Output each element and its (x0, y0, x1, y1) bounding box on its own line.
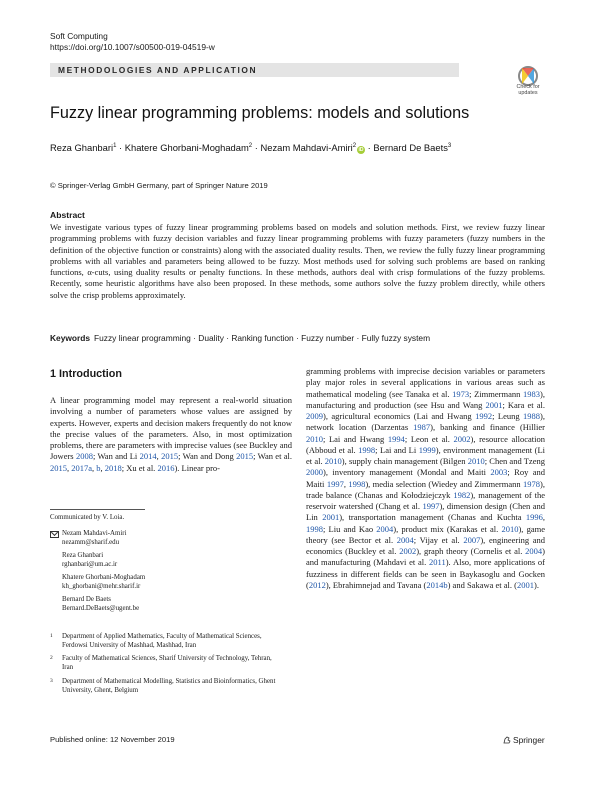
citation-link[interactable]: 2018 (104, 462, 122, 473)
intro-column-left (50, 395, 292, 474)
contact-name: Khatere Ghorbani-Moghadam (62, 574, 146, 581)
footnote-divider (50, 509, 145, 510)
citation-link[interactable]: 2012 (308, 579, 326, 590)
body-text: ), trade balance (Chanas and Kołodziejczyk (306, 478, 545, 500)
section-banner: METHODOLOGIES AND APPLICATION (50, 63, 459, 77)
body-text: ; Liu and Kao (323, 523, 377, 534)
body-text: ) and manufacturing (Mahdavi et al. (306, 546, 545, 568)
citation-link[interactable]: 1988 (523, 411, 541, 421)
contact-entry (50, 530, 280, 547)
citation-link[interactable]: 2010 (467, 456, 485, 466)
journal-name: Soft Computing (50, 31, 108, 41)
author-name: Bernard De Baets (373, 142, 448, 153)
keywords-list: Fuzzy linear programming · Duality · Ranking function · Fuzzy number · Fully fuzzy system (94, 333, 431, 343)
author-contacts (50, 530, 280, 618)
affiliations (50, 633, 280, 700)
body-text: ), Ebrahimnejad and Tavana ( (325, 579, 427, 590)
citation-link[interactable]: 1998 (348, 478, 366, 489)
body-text: ; Chen and Tzeng (484, 456, 545, 466)
citation-link[interactable]: 1998 (358, 444, 376, 455)
publisher-logo (503, 735, 545, 745)
orcid-icon[interactable]: iD (358, 147, 364, 153)
contact-entry (50, 552, 280, 569)
body-text: ; Roy and Maiti (306, 467, 545, 489)
envelope-icon (50, 531, 59, 538)
body-text: ), game theory (see Bector et al. (306, 523, 545, 545)
citation-link[interactable]: 2014b (426, 579, 448, 590)
citation-link[interactable]: 2004 (525, 546, 543, 556)
citation-link[interactable]: 2011 (429, 557, 446, 568)
body-text: ; Lai and Hwang (323, 433, 388, 444)
affiliation-entry (50, 655, 280, 672)
contact-name: Bernard De Baets (62, 596, 111, 603)
citation-link[interactable]: 1978 (523, 478, 541, 489)
citation-link[interactable]: 2009 (306, 411, 323, 421)
body-text: ; Wan and Li (92, 451, 140, 462)
body-text: ), environment management (Li et al. (306, 444, 545, 466)
affiliation-number: 1 (50, 633, 53, 639)
author-name: Reza Ghanbari (50, 142, 114, 153)
citation-link[interactable]: 2015 (50, 462, 67, 473)
citation-link[interactable]: 2010 (501, 523, 519, 534)
body-text: , (156, 451, 162, 462)
citation-link[interactable]: 1982 (453, 489, 471, 500)
author-name: Nezam Mahdavi-Amiri (260, 142, 353, 153)
body-text: ; Lai and Li (375, 444, 419, 455)
contact-email[interactable]: rghanbari@um.ac.ir (62, 560, 118, 568)
contact-name: Nezam Mahdavi-Amiri (62, 530, 127, 537)
citation-link[interactable]: 1992 (475, 411, 493, 421)
body-text: ), agricultural economics (Lai and Hwang (323, 411, 476, 421)
affiliation-text: Department of Mathematical Modelling, Statistics and Bioinformatics, Ghent University, Ghent, Belgium (62, 677, 276, 694)
body-text: , (67, 462, 72, 473)
citation-link[interactable]: 2001 (516, 579, 534, 590)
body-text: ), supply chain management (Bilgen (341, 456, 468, 466)
abstract-heading: Abstract (50, 210, 85, 220)
citation-link[interactable]: 2002 (453, 433, 471, 444)
body-text: ; Wan and Dong (178, 451, 237, 462)
citation-link[interactable]: 1983 (523, 388, 541, 399)
abstract-text: We investigate various types of fuzzy linear programming problems based on models and solution methods. First, we review fuzzy linear programming problems with fuzzy decision variables and fuzzy linear programming problems with fuzzy parameters (fuzzy numbers in the definition of the objective function or constraints) along with the associated duality results. Then, we review the fully fuzzy linear programming problems with all variables and parameters being allowed to be fuzzy. Most methods used for solving such problems are based on ranking functions, α-cuts, using duality results or penalty functions. In these methods, authors deal with crisp formulations of the fuzzy problems. Recently, some heuristic algorithms have also been proposed. In these methods, some authors solve the fuzzy problem directly, while others solve the crisp problems approximately. (50, 222, 545, 300)
citation-link[interactable]: 1998 (306, 523, 323, 534)
affiliation-entry (50, 633, 280, 650)
citation-link[interactable]: 2000 (306, 467, 323, 478)
body-text: ; Kara et al. (502, 399, 545, 410)
affiliation-text: Department of Applied Mathematics, Faculty of Mathematical Sciences, Ferdowsi University of Mashhad, Mashhad, Iran (62, 633, 262, 649)
author-list: Reza Ghanbari$^1$ · Khatere Ghorbani-Moghadam$^2$ · Nezam Mahdavi-Amiri$^2$iD · Bernard De Baets$^3$ (50, 142, 452, 153)
citation-link[interactable]: 2017a (71, 462, 93, 473)
citation-link[interactable]: 2007 (463, 534, 481, 545)
citation-link[interactable]: 1997 (422, 501, 440, 511)
contact-entry (50, 596, 280, 613)
published-date: Published online: 12 November 2019 (50, 735, 175, 744)
citation-link[interactable]: 1999 (418, 444, 436, 455)
citation-link[interactable]: 1997 (326, 478, 344, 489)
contact-email[interactable]: kh_ghorbani@mehr.sharif.ir (62, 582, 141, 590)
citation-link[interactable]: 2004 (376, 523, 394, 534)
author-affiliation: 2 (248, 143, 253, 149)
citation-link[interactable]: 1987 (413, 422, 431, 433)
keywords-label: Keywords (50, 333, 91, 343)
affiliation-entry (50, 678, 280, 695)
body-text: ). (533, 579, 539, 590)
paper-title: Fuzzy linear programming problems: models and solutions (50, 104, 470, 122)
contact-email[interactable]: nezamm@sharif.edu (62, 538, 120, 546)
body-text: ), banking and finance (Hillier (430, 422, 545, 433)
author-affiliation: 2 (352, 143, 357, 149)
section-heading-introduction: 1 Introduction (50, 368, 122, 380)
citation-link[interactable]: b (96, 462, 101, 473)
citation-link[interactable]: 2001 (322, 512, 340, 523)
body-text: , (343, 478, 349, 489)
communicated-by: Communicated by V. Loia. (50, 514, 125, 521)
contact-entry (50, 574, 280, 591)
body-text: ), inventory management (Mondal and Maiti (323, 467, 491, 478)
body-text: ), dimension design (Chen and Lin (306, 501, 545, 523)
body-text: , (100, 462, 105, 473)
body-text: ). Also, more applications of fuzziness in different fields can be seen in Baykasoglu and Gocken ( (306, 557, 545, 590)
body-text: ), management of the reservoir watershed (Chang et al. (306, 489, 545, 511)
citation-link[interactable]: 2010 (324, 456, 342, 466)
contact-name: Reza Ghanbari (62, 552, 104, 559)
citation-link[interactable]: 2008 (75, 451, 93, 462)
body-text: ; Leon et al. (404, 433, 454, 444)
publisher-name: Springer (513, 735, 545, 745)
body-text: ). Linear pro- (174, 462, 220, 473)
keywords (50, 333, 545, 344)
citation-link[interactable]: 2004 (396, 534, 414, 545)
author-affiliation: 1 (113, 143, 117, 149)
author-name: Khatere Ghorbani-Moghadam (124, 142, 249, 153)
body-text: A linear programming model may represent a real-world situation involving a number of parameters whose values are assigned by experts. However, experts and decision makers frequently do not know the precise values of the parameters. Also, in most optimization problems, there are parameters with imprecise values (see Buckley and Jowers (50, 395, 292, 462)
author-affiliation: 3 (447, 143, 452, 149)
citation-link[interactable]: 2015 (161, 451, 179, 462)
body-text: ), engineering and economics (Buckley et al. (306, 534, 546, 556)
citation-link[interactable]: 2010 (306, 433, 323, 444)
citation-link[interactable]: 2014 (139, 451, 157, 462)
copyright-notice: © Springer-Verlag GmbH Germany, part of Springer Nature 2019 (50, 181, 268, 190)
body-text: ), network location (Darzentas (306, 411, 545, 433)
body-text: gramming problems with imprecise decision variables or parameters play major roles in several applications in various areas such as mathematical modeling (see Tanaka et al. (306, 366, 545, 399)
body-text: , (542, 512, 546, 523)
citation-link[interactable]: 2002 (399, 546, 417, 556)
body-text: ; Vijay et al. (413, 534, 464, 545)
body-text: ), transportation management (Chanas and Kuchta (339, 512, 526, 523)
body-text: ), graph theory (Cornelis et al. (416, 546, 526, 556)
body-text: , (92, 462, 97, 473)
body-text: ; Zimmermann (469, 388, 524, 399)
body-text: ; Xu et al. (121, 462, 158, 473)
body-text: ), product mix (Karakas et al. (393, 523, 502, 534)
affiliation-text: Faculty of Mathematical Sciences, Sharif University of Technology, Tehran, Iran (62, 655, 272, 672)
citation-link[interactable]: 2015 (236, 451, 254, 462)
citation-link[interactable]: 1973 (452, 388, 470, 399)
body-text: ; Wan et al. (253, 451, 293, 462)
body-text: ), media selection (Wiedey and Zimmermann (365, 478, 524, 489)
doi-link[interactable]: https://doi.org/10.1007/s00500-019-04519-w (50, 42, 215, 52)
citation-link[interactable]: 2016 (157, 462, 175, 473)
body-text: ), manufacturing and production (see Hsu and Wang (306, 388, 545, 410)
body-text: ; Leung (492, 411, 524, 421)
affiliation-number: 3 (50, 677, 53, 684)
springer-horse-icon (503, 736, 511, 744)
citation-link[interactable]: 1994 (387, 433, 405, 444)
affiliation-number: 2 (50, 655, 53, 662)
intro-column-right (306, 366, 545, 591)
check-for-updates-label: Check for updates (516, 84, 540, 96)
citation-link[interactable]: 1996 (525, 512, 543, 523)
body-text: ), resource allocation (Abboud et al. (306, 433, 545, 455)
body-text: ) and Sakawa et al. ( (447, 579, 517, 590)
contact-email[interactable]: Bernard.DeBaets@ugent.be (62, 604, 140, 612)
citation-link[interactable]: 2003 (490, 467, 508, 478)
citation-link[interactable]: 2001 (485, 399, 503, 410)
